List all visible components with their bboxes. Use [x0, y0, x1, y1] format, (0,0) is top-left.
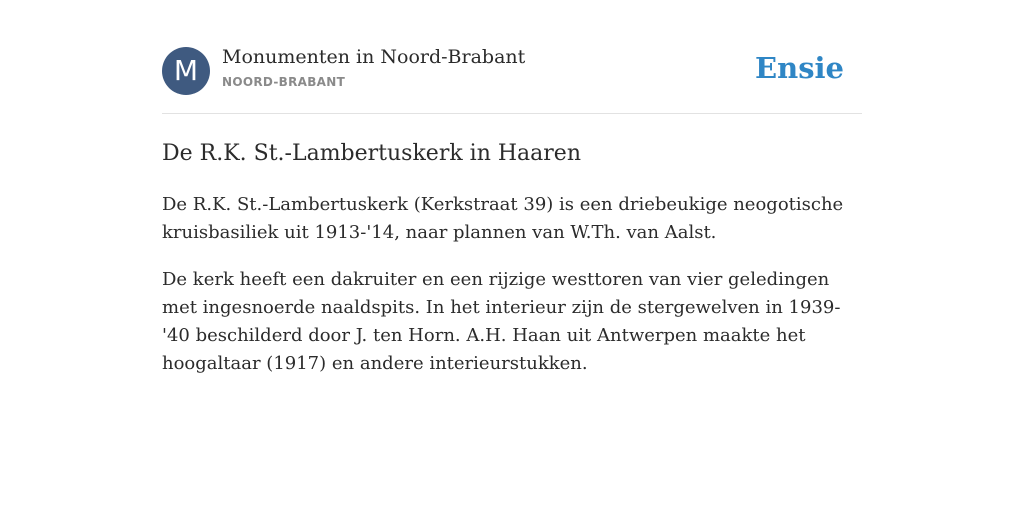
site-title[interactable]: Monumenten in Noord-Brabant — [222, 46, 526, 68]
page-container — [162, 0, 862, 378]
site-subtitle: NOORD-BRABANT — [222, 75, 346, 89]
avatar[interactable]: M — [162, 47, 210, 95]
header — [162, 0, 862, 114]
article-title: De R.K. St.-Lambertuskerk in Haaren — [162, 141, 581, 166]
article-paragraph-2: De kerk heeft een dakruiter en een rijzige westtoren van vier geledingen met ingesnoerde naaldspits. In het interieur zijn de stergewelven in 1939-'40 beschilderd door J. ten Horn. A.H. Haan uit Antwerpen maakte het hoogaltaar (1917) en andere interieurstukken. — [162, 268, 841, 374]
article-paragraph-1: De R.K. St.-Lambertuskerk (Kerkstraat 39) is een driebeukige neogotische kruisbasiliek uit 1913-'14, naar plannen van W.Th. van Aalst. — [162, 193, 844, 243]
brand-logo[interactable]: Ensie — [755, 51, 844, 85]
